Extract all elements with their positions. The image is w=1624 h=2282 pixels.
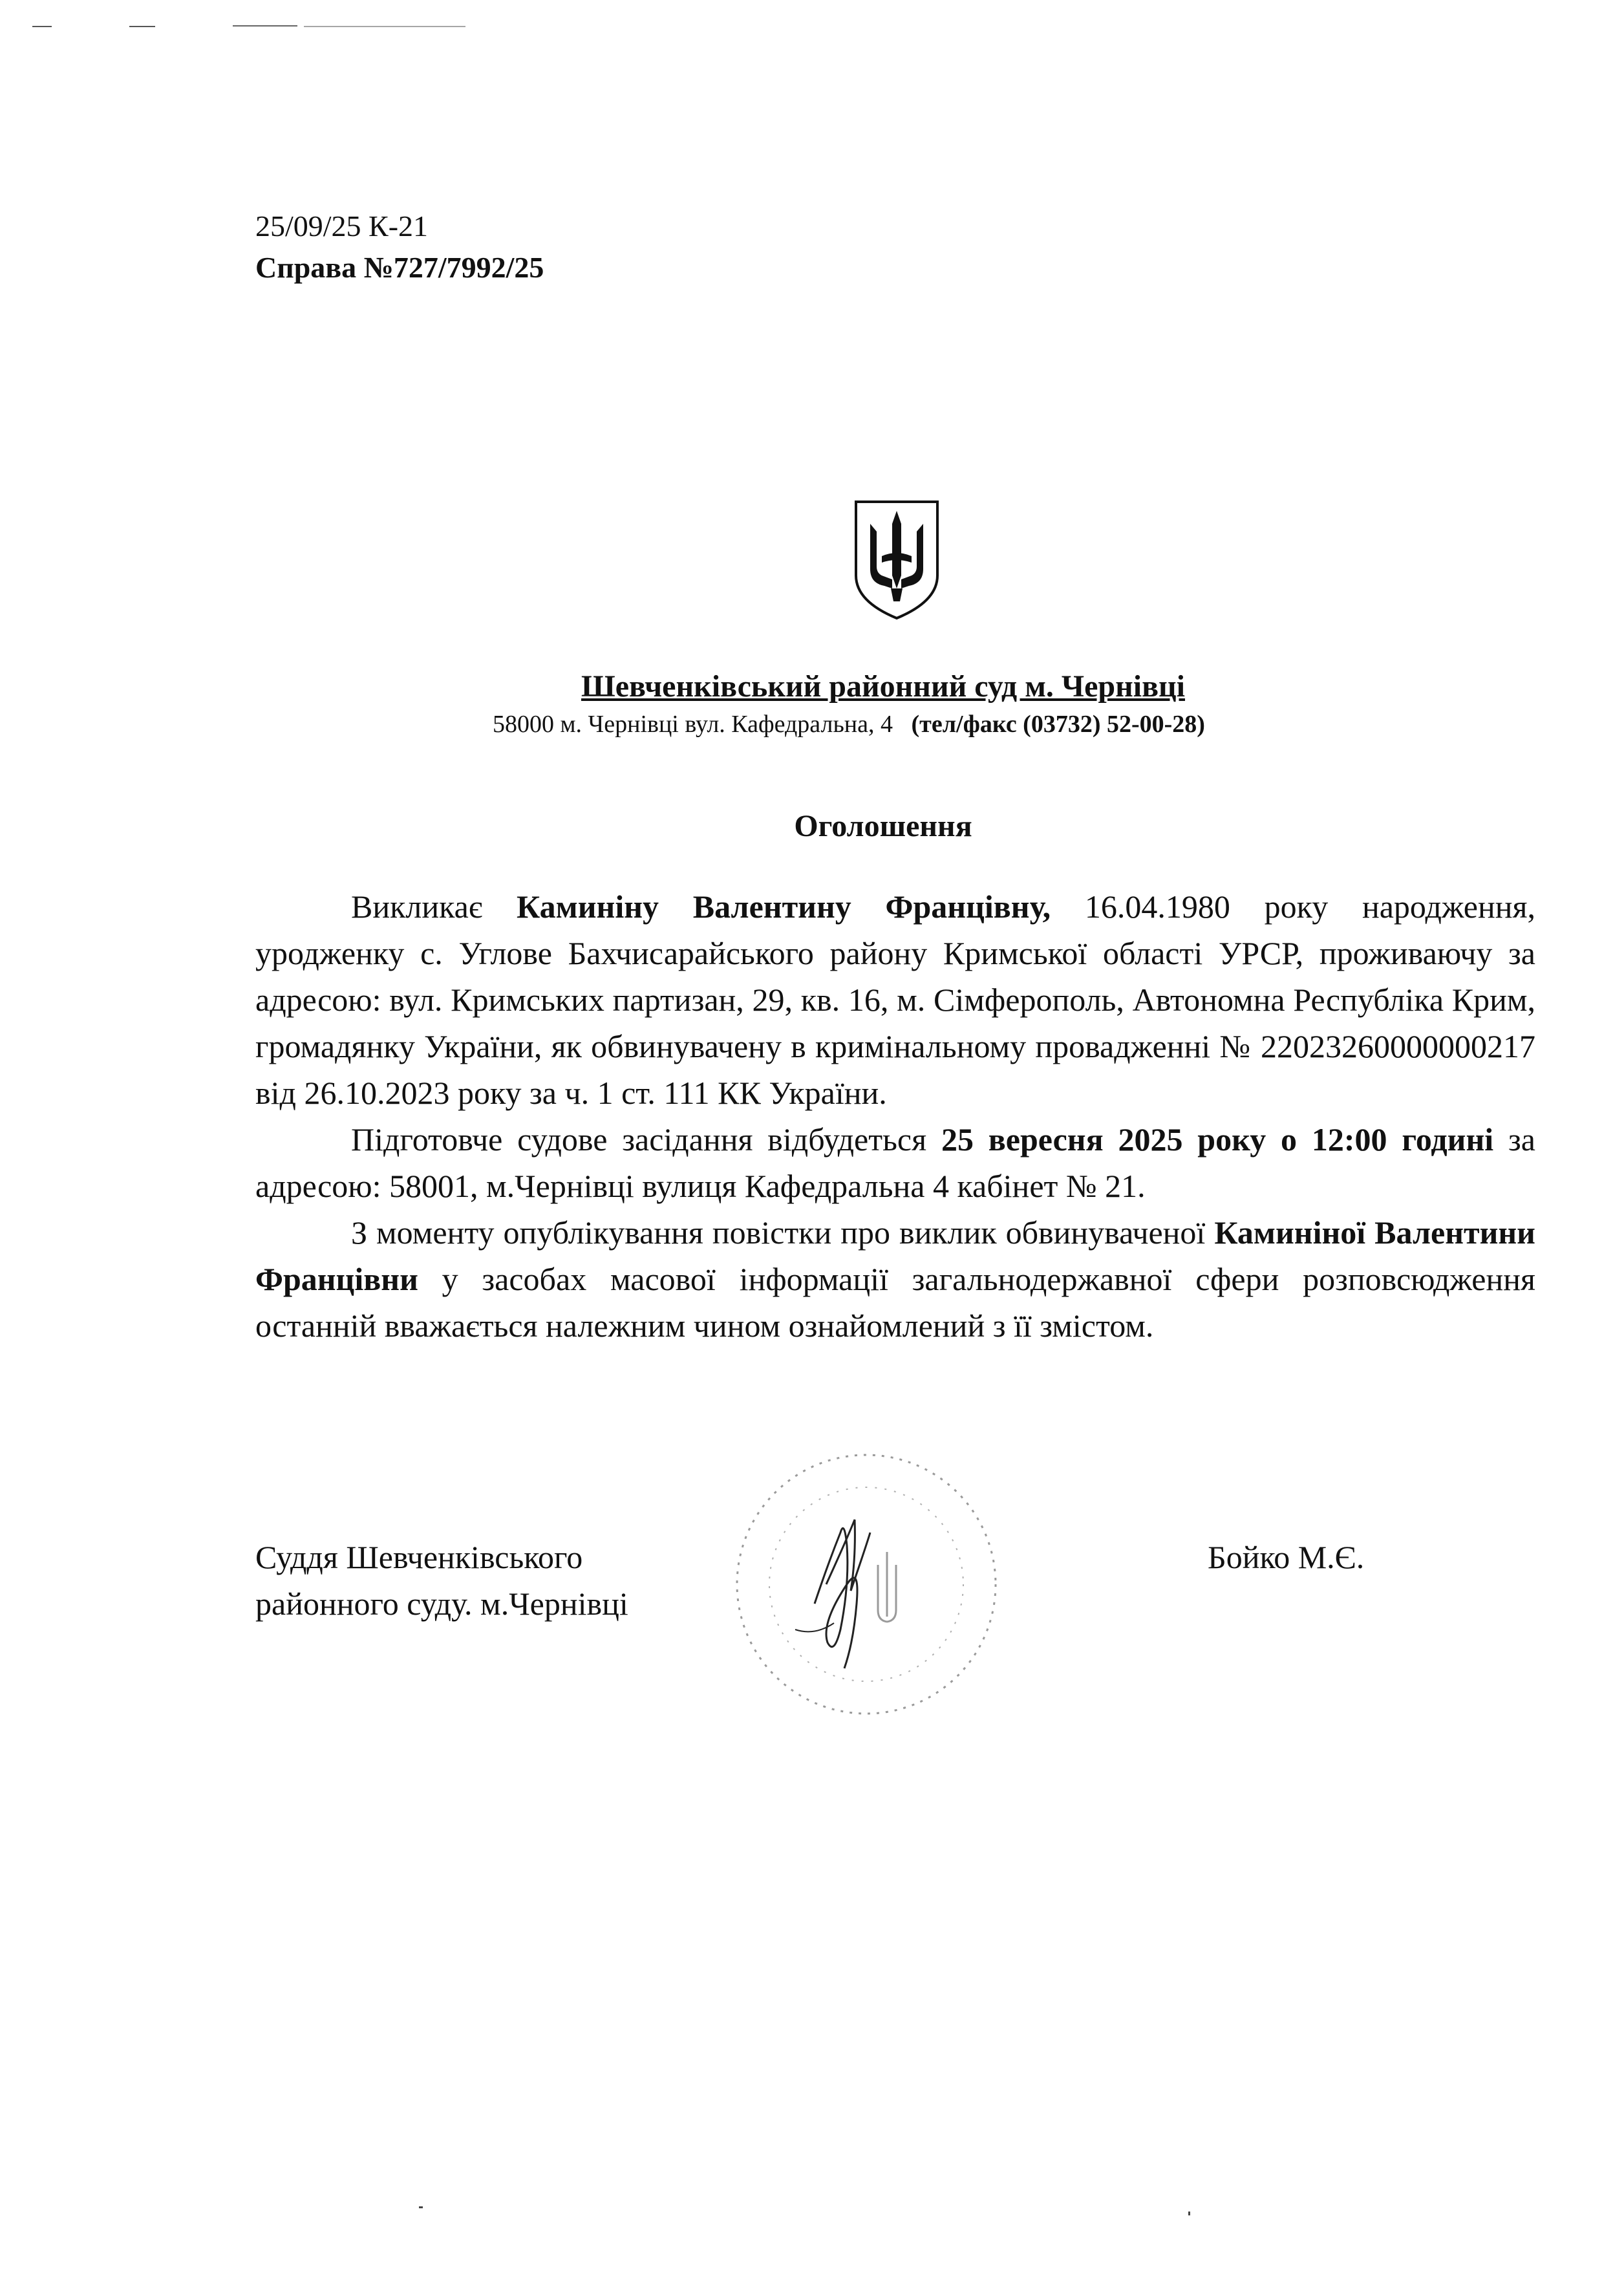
- judge-position-line2: районного суду. м.Чернівці: [255, 1586, 628, 1622]
- court-phone: (тел/факс (03732) 52-00-28): [911, 711, 1205, 738]
- accused-name: Каминіну Валентину Францівну,: [517, 888, 1051, 925]
- judge-name: Бойко М.Є.: [1208, 1539, 1365, 1575]
- scan-dust-mark: [1188, 2212, 1190, 2215]
- paragraph-summons: [255, 883, 1535, 1116]
- hearing-datetime: 25 вересня 2025 року о 12:00 годині: [941, 1121, 1494, 1157]
- court-seal-icon: [718, 1436, 1028, 1733]
- notice-rest: у засобах масової інформації загальнодержавної сфери розповсюдження останній вважається належним чином ознайомлений з її змістом.: [255, 1261, 1535, 1344]
- scan-dust-mark: [419, 2206, 423, 2208]
- hearing-location: за адресою: 58001, м.Чернівці вулиця Кафедральна 4 кабінет № 21.: [255, 1121, 1535, 1204]
- trident-emblem-icon: [852, 498, 941, 622]
- handwritten-signature-icon: [795, 1520, 870, 1668]
- accused-details: 16.04.1980 року народження, уродженку с. Углове Бахчисарайського району Кримської області УРСР, проживаючу за адресою: вул. Кримських партизан, 29, кв. 16, м. Сімферополь, Автономна Республіка Крим, громадянку України, як обвинувачену в кримінальному провадженні № 22023260000000217 від 26.10.2023 року за ч. 1 ст. 111 КК України.: [255, 888, 1535, 1111]
- notice-intro: З моменту опублікування повістки про виклик обвинуваченої: [351, 1214, 1215, 1251]
- accused-name-genitive: Каминіної Валентини Францівни: [255, 1214, 1535, 1297]
- scan-artifact-marks: [26, 23, 478, 30]
- court-name: Шевченківський районний суд м. Чернівці: [581, 669, 1186, 704]
- document-title: Оголошення: [794, 809, 972, 843]
- case-number: Справа №727/7992/25: [255, 251, 544, 284]
- paragraph-hearing: [255, 1116, 1535, 1209]
- document-body: [255, 883, 1535, 1349]
- court-street-address: 58000 м. Чернівці вул. Кафедральна, 4: [493, 711, 893, 738]
- paragraph-notice: [255, 1209, 1535, 1349]
- summons-verb: Викликає: [351, 888, 517, 925]
- judge-position-line1: Суддя Шевченківського: [255, 1539, 583, 1575]
- reference-line: 25/09/25 К-21: [255, 210, 429, 242]
- judge-position: [255, 1534, 628, 1627]
- court-address: [493, 707, 1205, 741]
- hearing-intro: Підготовче судове засідання відбудеться: [351, 1121, 941, 1157]
